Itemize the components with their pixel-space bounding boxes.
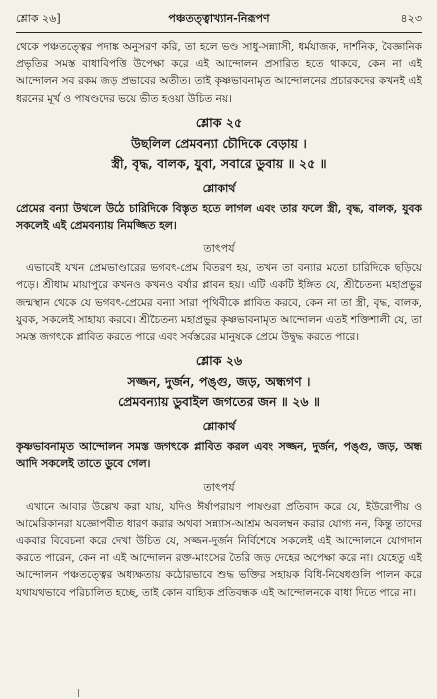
verse-25-translation: প্রেমের বন্যা উথলে উঠে চারিদিকে বিস্তৃত হতে লাগল এবং তার ফলে স্ত্রী, বৃদ্ধ, বালক, যুবক সকলেই এই প্রেমবন্যায় নিমজ্জিত হল।	[16, 201, 422, 233]
verse-25-line-1: উছলিল প্রেমবন্যা চৌদিকে বেড়ায় ।	[131, 135, 307, 151]
verse-25-purport: এভাবেই যখন প্রেমভাণ্ডারের ভগবৎ-প্রেম বিতরণ হয়, তখন তা বন্যার মতো চারিদিকে ছড়িয়ে পড়ে। শ্রীধাম মায়াপুরে কখনও কখনও বর্ষার প্লাবন হয়। এটি একটি ইঙ্গিত যে, শ্রীচৈতন্য মহাপ্রভুর জন্মস্থান থেকে যে ভগবৎ-প্রেমের বন্যা সারা পৃথিবীকে প্লাবিত করবে, কেন না তা স্ত্রী, বৃদ্ধ, বালক, যুবক, সকলেই সাহায্য করবে। শ্রীচৈতন্য মহাপ্রভুর কৃষ্ণভাবনামৃত আন্দোলন এতই শক্তিশালী যে, তা সমস্ত জগৎকে প্লাবিত করতে পারে এবং সর্বস্তরের মানুষকে প্রেমে উদ্বুদ্ধ করতে পারে।	[16, 262, 422, 344]
footer-mark	[78, 689, 83, 697]
page-header	[16, 8, 422, 30]
verse-26-translation-label: শ্লোকার্থ	[202, 420, 236, 434]
header-divider	[16, 32, 422, 33]
header-page-number: ৪২৩	[400, 12, 422, 25]
header-chapter-title: পঞ্চতত্ত্বাখ্যান-নিরূপণ	[168, 12, 270, 25]
verse-25-line-2: স্ত্রী, বৃদ্ধ, বালক, যুবা, সবারে ডুবায় ॥ ২৫ ॥	[111, 155, 327, 171]
continued-paragraph: থেকে পঞ্চতত্ত্বের পদাঙ্ক অনুসরণ করি, তা হলে ভণ্ড সাধু-সন্ন্যাসী, ধর্মযাজক, দার্শনিক, বৈজ্ঞানিক প্রভৃতির সমস্ত বাধাবিপত্তি উপেক্ষা করে এই আন্দোলন প্রসারিত হতে থাকবে, কেন না এই আন্দোলন সব রকম জড় প্রভাবের অতীত। তাই কৃষ্ণভাবনামৃত আন্দোলনের প্রচারকদের কখনই এই ধরনের মূর্খ ও পাষণ্ডদের ভয়ে ভীত হওয়া উচিত নয়।	[16, 41, 422, 105]
verse-25-purport-label: তাৎপর্য	[203, 242, 235, 256]
verse-26-translation: কৃষ্ণভাবনামৃত আন্দোলন সমস্ত জগৎকে প্লাবিত করল এবং সজ্জন, দুর্জন, পঙ্গু, জড়, অন্ধ আদি সকলেই তাতে ডুবে গেল।	[16, 440, 422, 471]
verse-26-heading: শ্লোক ২৬	[195, 353, 243, 369]
verse-26-line-1: সজ্জন, দুর্জন, পঙ্গু, জড়, অন্ধগণ ।	[127, 374, 311, 390]
verse-25-heading: শ্লোক ২৫	[195, 114, 243, 130]
verse-26-line-2: প্রেমবন্যায় ডুবাইল জগতের জন ॥ ২৬ ॥	[118, 394, 320, 410]
verse-26-section	[16, 352, 422, 602]
verse-25-translation-label: শ্লোকার্থ	[202, 181, 236, 195]
verse-26-purport: এখানে আবার উল্লেখ করা যায়, যদিও ঈর্ষাপরায়ণ পাষণ্ডরা প্রতিবাদ করে যে, ইউরোপীয় ও আমেরিকানরা যজ্ঞোপবীত ধারণ করার অথবা সন্ন্যাস-আশ্রম অবলম্বন করার যোগ্য নন, কিন্তু তাদের একবার বিবেচনা করে দেখা উচিত যে, সজ্জন-দুর্জন নির্বিশেষে সকলেই এই আন্দোলনে যোগদান করতে পারেন, কেন না এই আন্দোলন রক্ত-মাংসের তৈরি জড় দেহের অপেক্ষা করে না। যেহেতু এই আন্দোলন পঞ্চতত্ত্বের অধ্যক্ষতায় কঠোরভাবে শুদ্ধ ভক্তির সহায়ক বিধি-নিষেধগুলি পালন করে যথাযথভাবে পরিচালিত হচ্ছে, তাই কোন বাহ্যিক প্রতিবন্ধক এই আন্দোলনকে বাধা দিতে পারে না।	[16, 500, 422, 599]
verse-25-section	[16, 114, 422, 346]
book-page	[16, 8, 422, 692]
header-verse-ref: শ্লোক ২৬]	[16, 12, 61, 25]
verse-26-purport-label: তাৎপর্য	[203, 480, 235, 494]
